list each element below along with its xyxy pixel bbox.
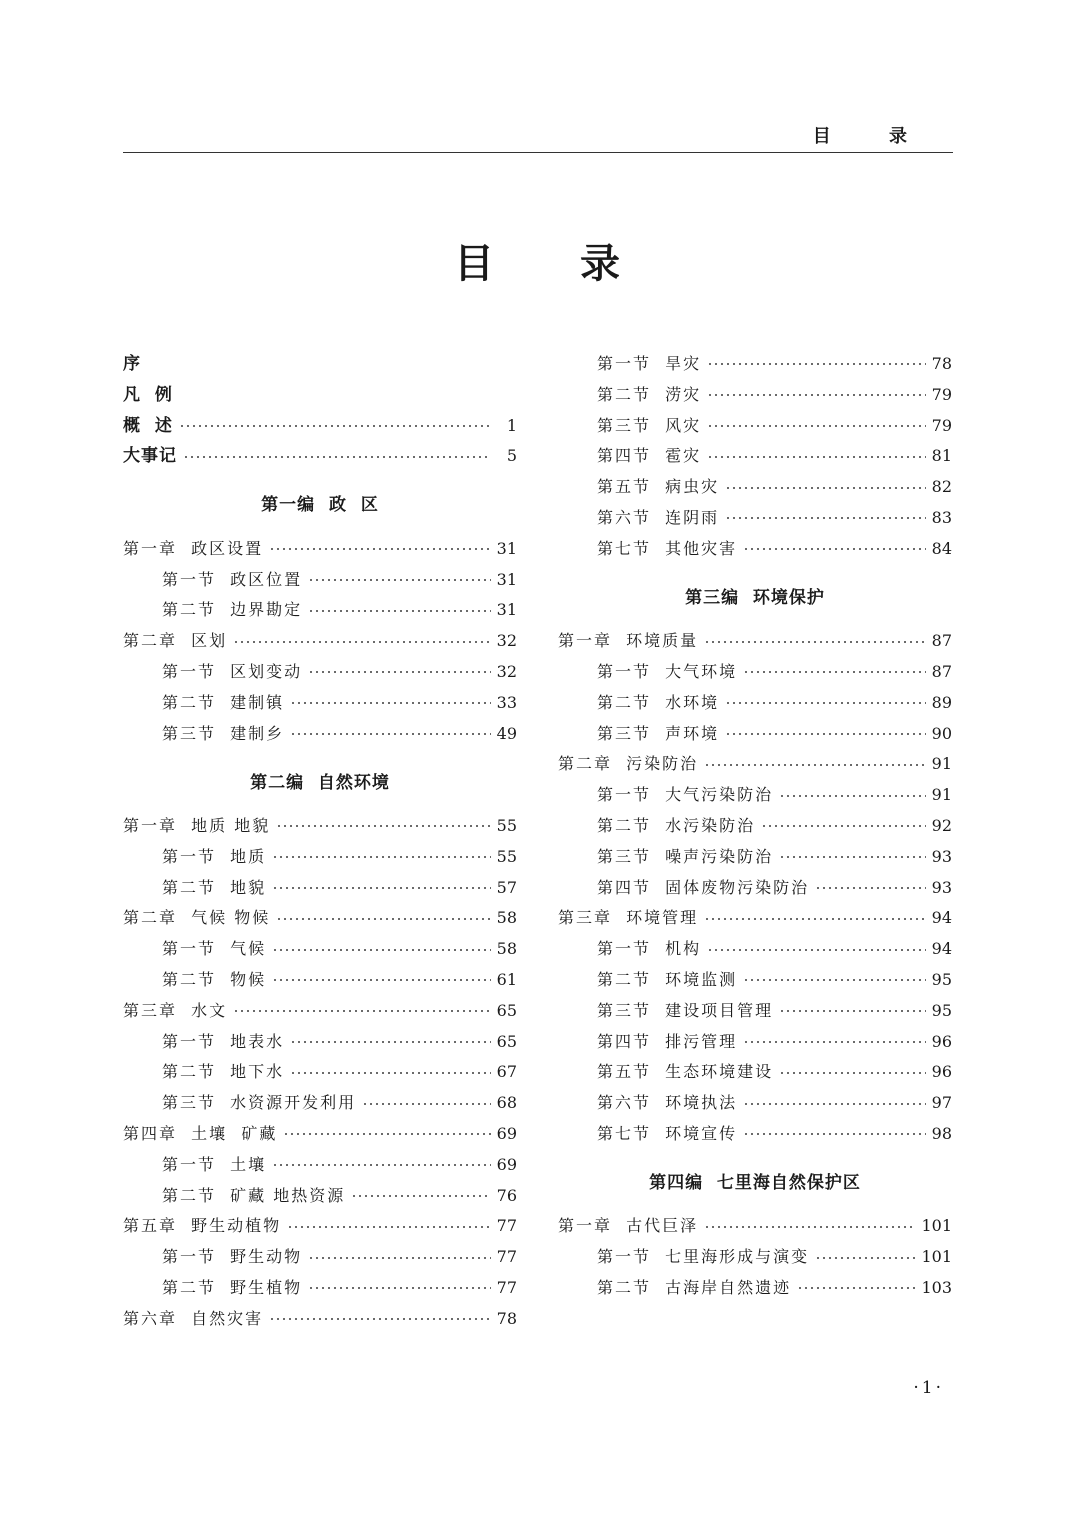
dot-leader	[797, 1287, 915, 1289]
toc-entry-page: 33	[496, 692, 517, 712]
toc-entry-page: 61	[496, 969, 517, 989]
dot-leader	[707, 394, 925, 396]
toc-entry-label: 第三章 环境管理	[558, 908, 699, 928]
toc-entry-page: 31	[496, 600, 517, 620]
toc-entry-page: 96	[931, 1062, 952, 1082]
toc-entry-page: 65	[496, 1000, 517, 1020]
toc-section-entry	[558, 1273, 952, 1304]
toc-entry-label: 凡 例	[123, 384, 173, 405]
toc-section-entry	[123, 1027, 517, 1058]
dot-leader	[272, 949, 490, 951]
toc-entry-label: 第五节 病虫灾	[597, 477, 720, 497]
toc-entry-page: 32	[496, 631, 517, 651]
toc-chapter-entry	[558, 903, 952, 934]
toc-entry-page: 79	[931, 415, 952, 435]
dot-leader	[308, 1257, 490, 1259]
toc-entry-label: 概 述	[123, 415, 173, 436]
toc-entry-page: 77	[496, 1247, 517, 1267]
toc-entry-label: 第一节 地质	[162, 846, 267, 866]
dot-leader	[761, 825, 925, 827]
toc-entry-page: 94	[931, 939, 952, 959]
dot-leader	[308, 610, 490, 612]
toc-section-entry	[558, 411, 952, 442]
toc-section-entry	[558, 1057, 952, 1088]
toc-section-entry	[558, 503, 952, 534]
toc-entry-page: 68	[496, 1093, 517, 1113]
toc-section-entry	[123, 565, 517, 596]
toc-entry-label: 第二节 涝灾	[597, 384, 702, 404]
toc-entry-label: 第三节 建设项目管理	[597, 1000, 774, 1020]
dot-leader	[233, 1010, 490, 1012]
toc-section-entry	[558, 780, 952, 811]
toc-part-heading: 第四编 七里海自然保护区	[649, 1173, 861, 1194]
dot-leader	[362, 1103, 490, 1105]
toc-section-entry	[123, 1088, 517, 1119]
dot-leader	[272, 1164, 490, 1166]
toc-section-entry	[123, 595, 517, 626]
toc-entry-label: 第一节 七里海形成与演变	[597, 1247, 810, 1267]
dot-leader	[704, 641, 925, 643]
toc-entry-label: 第二节 矿藏 地热资源	[162, 1185, 346, 1205]
toc-section-entry	[558, 934, 952, 965]
toc-entry-label: 第六节 环境执法	[597, 1093, 738, 1113]
toc-entry-page: 93	[931, 877, 952, 897]
toc-section-entry	[558, 873, 952, 904]
dot-leader	[743, 979, 925, 981]
toc-section-entry	[558, 349, 952, 380]
toc-entry-page: 95	[931, 1000, 952, 1020]
toc-entry-page: 55	[496, 846, 517, 866]
toc-section-entry	[123, 1273, 517, 1304]
toc-entry-label: 第一节 地表水	[162, 1031, 285, 1051]
dot-leader	[179, 425, 491, 427]
toc-section-entry	[123, 688, 517, 719]
toc-section-entry	[558, 811, 952, 842]
toc-section-entry	[558, 1027, 952, 1058]
toc-entry-page: 79	[931, 384, 952, 404]
toc-entry-page: 31	[496, 569, 517, 589]
toc-entry-label: 第四节 雹灾	[597, 446, 702, 466]
toc-chapter-entry	[123, 626, 517, 657]
toc-entry-page: 98	[931, 1123, 952, 1143]
dot-leader	[287, 1226, 490, 1228]
toc-entry-label: 第六章 自然灾害	[123, 1308, 264, 1328]
toc-entry-label: 第三节 声环境	[597, 723, 720, 743]
toc-section-entry	[558, 472, 952, 503]
toc-entry-page: 90	[931, 723, 952, 743]
dot-leader	[276, 825, 490, 827]
toc-entry-page: 67	[496, 1062, 517, 1082]
dot-leader	[351, 1195, 490, 1197]
toc-part-heading: 第一编 政 区	[261, 495, 379, 516]
toc-entry-page: 58	[496, 908, 517, 928]
toc-section-entry	[558, 657, 952, 688]
dot-leader	[704, 1226, 915, 1228]
toc-entry-label: 第二章 区划	[123, 631, 228, 651]
toc-entry-page: 58	[496, 939, 517, 959]
toc-entry-page: 91	[931, 785, 952, 805]
toc-section-entry	[558, 534, 952, 565]
toc-entry-label: 第一章 古代巨泽	[558, 1216, 699, 1236]
toc-entry-label: 第一节 旱灾	[597, 354, 702, 373]
toc-section-entry	[558, 688, 952, 719]
dot-leader	[308, 579, 490, 581]
toc-entry-page: 65	[496, 1031, 517, 1051]
toc-entry-page: 95	[931, 969, 952, 989]
toc-entry-page: 32	[496, 661, 517, 681]
toc-entry-label: 第一节 大气环境	[597, 661, 738, 681]
dot-leader	[704, 918, 925, 920]
toc-entry-label: 第一章 环境质量	[558, 631, 699, 651]
dot-leader	[725, 733, 925, 735]
toc-entry-label: 第一节 野生动物	[162, 1247, 303, 1267]
toc-section-entry	[123, 965, 517, 996]
toc-entry-label: 第四节 排污管理	[597, 1031, 738, 1051]
dot-leader	[779, 795, 925, 797]
dot-leader	[725, 487, 925, 489]
toc-entry-page: 96	[931, 1031, 952, 1051]
toc-entry-label: 第二节 地貌	[162, 877, 267, 897]
toc-front-entry	[123, 411, 517, 442]
toc-entry-label: 第三章 水文	[123, 1000, 228, 1020]
toc-section-entry	[558, 441, 952, 472]
toc-entry-page: 69	[496, 1123, 517, 1143]
toc-entry-page: 1	[506, 415, 517, 435]
toc-section-entry	[123, 934, 517, 965]
dot-leader	[815, 1257, 915, 1259]
toc-chapter-entry	[558, 1211, 952, 1242]
dot-leader	[743, 548, 925, 550]
toc-chapter-entry	[123, 534, 517, 565]
toc-entry-page: 84	[931, 538, 952, 558]
toc-section-entry	[123, 1181, 517, 1212]
dot-leader	[743, 1103, 925, 1105]
toc-entry-label: 第三节 噪声污染防治	[597, 846, 774, 866]
dot-leader	[779, 1010, 925, 1012]
dot-leader	[743, 671, 925, 673]
dot-leader	[779, 1072, 925, 1074]
toc-entry-label: 序	[123, 354, 141, 374]
toc-entry-page: 31	[496, 538, 517, 558]
dot-leader	[183, 456, 491, 458]
toc-section-entry	[123, 657, 517, 688]
dot-leader	[704, 764, 925, 766]
toc-section-entry	[558, 1088, 952, 1119]
toc-chapter-entry	[123, 903, 517, 934]
toc-entry-page: 78	[931, 354, 952, 373]
toc-section-entry	[123, 873, 517, 904]
toc-entry-page: 91	[931, 754, 952, 774]
dot-leader	[290, 1041, 490, 1043]
toc-entry-label: 第一章 地质 地貌	[123, 815, 271, 835]
running-head-text: 目 录	[812, 126, 933, 147]
toc-chapter-entry	[123, 811, 517, 842]
toc-section-entry	[123, 1150, 517, 1181]
toc-chapter-entry	[123, 1211, 517, 1242]
dot-leader	[308, 671, 490, 673]
toc-section-entry	[558, 380, 952, 411]
toc-chapter-entry	[123, 996, 517, 1027]
dot-leader	[276, 918, 490, 920]
toc-entry-page: 69	[496, 1154, 517, 1174]
toc-section-entry	[558, 1119, 952, 1150]
toc-entry-page: 97	[931, 1093, 952, 1113]
dot-leader	[707, 456, 925, 458]
toc-entry-label: 第一节 土壤	[162, 1154, 267, 1174]
toc-entry-label: 第五节 生态环境建设	[597, 1062, 774, 1082]
toc-entry-label: 第四章 土壤 矿藏	[123, 1123, 278, 1143]
toc-chapter-entry	[123, 1119, 517, 1150]
toc-entry-page: 83	[931, 507, 952, 527]
toc-section-entry	[558, 965, 952, 996]
dot-leader	[707, 949, 925, 951]
toc-entry-page: 82	[931, 477, 952, 497]
dot-leader	[308, 1287, 490, 1289]
toc-entry-label: 第七节 其他灾害	[597, 538, 738, 558]
dot-leader	[272, 856, 490, 858]
toc-entry-label: 第四节 固体废物污染防治	[597, 877, 810, 897]
toc-entry-page: 55	[496, 815, 517, 835]
toc-entry-label: 第二节 地下水	[162, 1062, 285, 1082]
toc-entry-page: 87	[931, 661, 952, 681]
dot-leader	[269, 1318, 490, 1320]
dot-leader	[290, 702, 490, 704]
toc-entry-page: 93	[931, 846, 952, 866]
toc-entry-page: 5	[506, 446, 517, 466]
toc-entry-page: 92	[931, 815, 952, 835]
toc-entry-label: 第三节 水资源开发利用	[162, 1093, 357, 1113]
toc-section-entry	[123, 719, 517, 750]
toc-front-entry	[123, 380, 517, 411]
toc-entry-page: 103	[921, 1277, 952, 1297]
toc-entry-label: 第三节 风灾	[597, 415, 702, 435]
dot-leader	[743, 1041, 925, 1043]
page-title: 目录	[454, 241, 706, 287]
toc-entry-page: 89	[931, 692, 952, 712]
toc-front-entry	[123, 441, 517, 472]
dot-leader	[725, 702, 925, 704]
toc-entry-label: 第二章 污染防治	[558, 754, 699, 774]
toc-entry-label: 第五章 野生动植物	[123, 1216, 282, 1236]
running-head	[123, 120, 953, 153]
dot-leader	[707, 363, 925, 365]
toc-left-column	[123, 349, 517, 1335]
toc-entry-label: 第二节 物候	[162, 969, 267, 989]
dot-leader	[283, 1133, 490, 1135]
toc-entry-label: 大事记	[123, 446, 177, 467]
dot-leader	[815, 887, 925, 889]
toc-entry-page: 77	[496, 1277, 517, 1297]
toc-entry-label: 第二节 边界勘定	[162, 600, 303, 620]
toc-entry-label: 第二节 环境监测	[597, 969, 738, 989]
toc-section-entry	[123, 1057, 517, 1088]
page-number: ·1·	[913, 1378, 944, 1398]
toc-entry-page: 76	[496, 1185, 517, 1205]
toc-chapter-entry	[558, 626, 952, 657]
toc-section-entry	[558, 842, 952, 873]
toc-part-heading: 第二编 自然环境	[250, 772, 390, 793]
toc-chapter-entry	[123, 1304, 517, 1335]
toc-section-entry	[558, 719, 952, 750]
dot-leader	[725, 517, 925, 519]
toc-right-column	[558, 349, 952, 1304]
dot-leader	[272, 887, 490, 889]
toc-entry-label: 第一节 机构	[597, 939, 702, 959]
toc-entry-page: 49	[496, 723, 517, 743]
toc-entry-label: 第二节 建制镇	[162, 692, 285, 712]
toc-section-entry	[123, 842, 517, 873]
toc-entry-page: 101	[921, 1247, 952, 1267]
dot-leader	[233, 641, 490, 643]
dot-leader	[272, 979, 490, 981]
toc-entry-page: 77	[496, 1216, 517, 1236]
toc-entry-page: 101	[921, 1216, 952, 1236]
dot-leader	[707, 425, 925, 427]
dot-leader	[269, 548, 490, 550]
toc-front-entry	[123, 349, 517, 380]
toc-entry-page: 94	[931, 908, 952, 928]
toc-entry-page: 57	[496, 877, 517, 897]
toc-entry-label: 第六节 连阴雨	[597, 507, 720, 527]
dot-leader	[743, 1133, 925, 1135]
toc-entry-label: 第一章 政区设置	[123, 538, 264, 558]
toc-entry-page: 81	[931, 446, 952, 466]
toc-entry-label: 第二节 水污染防治	[597, 815, 756, 835]
toc-entry-label: 第二章 气候 物候	[123, 908, 271, 928]
dot-leader	[290, 1072, 490, 1074]
toc-entry-label: 第一节 政区位置	[162, 569, 303, 589]
toc-entry-label: 第一节 气候	[162, 939, 267, 959]
toc-entry-label: 第三节 建制乡	[162, 723, 285, 743]
toc-entry-label: 第二节 古海岸自然遗迹	[597, 1277, 792, 1297]
toc-section-entry	[558, 1242, 952, 1273]
toc-entry-label: 第二节 水环境	[597, 692, 720, 712]
toc-entry-page: 78	[496, 1308, 517, 1328]
toc-entry-label: 第一节 大气污染防治	[597, 785, 774, 805]
toc-entry-label: 第二节 野生植物	[162, 1277, 303, 1297]
toc-chapter-entry	[558, 749, 952, 780]
toc-entry-label: 第七节 环境宣传	[597, 1123, 738, 1143]
toc-part-heading: 第三编 环境保护	[685, 587, 825, 608]
dot-leader	[779, 856, 925, 858]
toc-entry-page: 87	[931, 631, 952, 651]
toc-section-entry	[558, 996, 952, 1027]
toc-entry-label: 第一节 区划变动	[162, 661, 303, 681]
dot-leader	[290, 733, 490, 735]
toc-section-entry	[123, 1242, 517, 1273]
